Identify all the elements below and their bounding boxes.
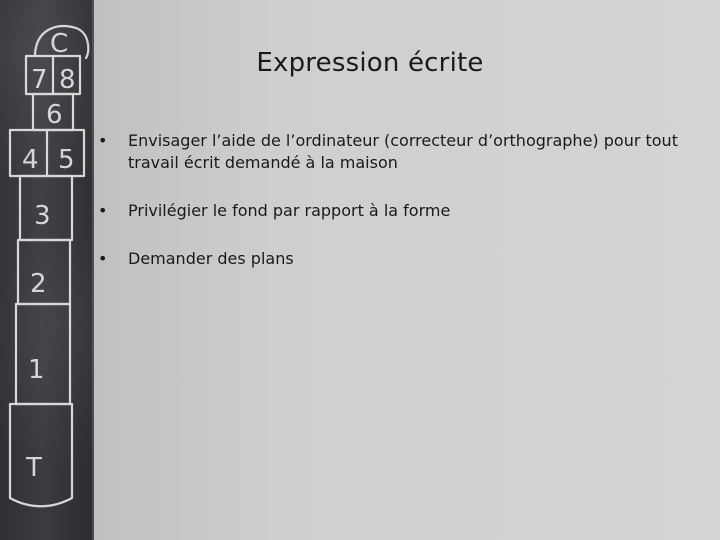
bullet-item-1 [98,130,698,174]
hopscotch-label-c: C [50,29,69,59]
hopscotch-label-6: 6 [46,100,63,130]
bullet-text: Envisager l’aide de l’ordinateur (correcteur d’orthographe) pour tout travail écrit demandé à la maison [128,131,678,172]
bullet-marker: • [98,131,108,150]
hopscotch-label-4: 4 [22,145,39,175]
bullet-text: Privilégier le fond par rapport à la forme [128,201,451,220]
hopscotch-label-2: 2 [30,269,47,299]
hopscotch-label-8: 8 [59,65,76,95]
hopscotch-label-3: 3 [34,201,51,231]
bullet-text: Demander des plans [128,249,294,268]
bullet-marker: • [98,249,108,268]
hopscotch-drawing [0,0,94,540]
bullet-item-2 [98,200,698,222]
hopscotch-label-5: 5 [58,145,75,175]
hopscotch-label-7: 7 [31,65,48,95]
hopscotch-photo [0,0,94,540]
hopscotch-label-1: 1 [28,355,45,385]
slide-title: Expression écrite [256,48,484,78]
bullet-list [98,130,698,296]
bullet-marker: • [98,201,108,220]
hopscotch-label-t: T [26,453,42,483]
bullet-item-3 [98,248,698,270]
